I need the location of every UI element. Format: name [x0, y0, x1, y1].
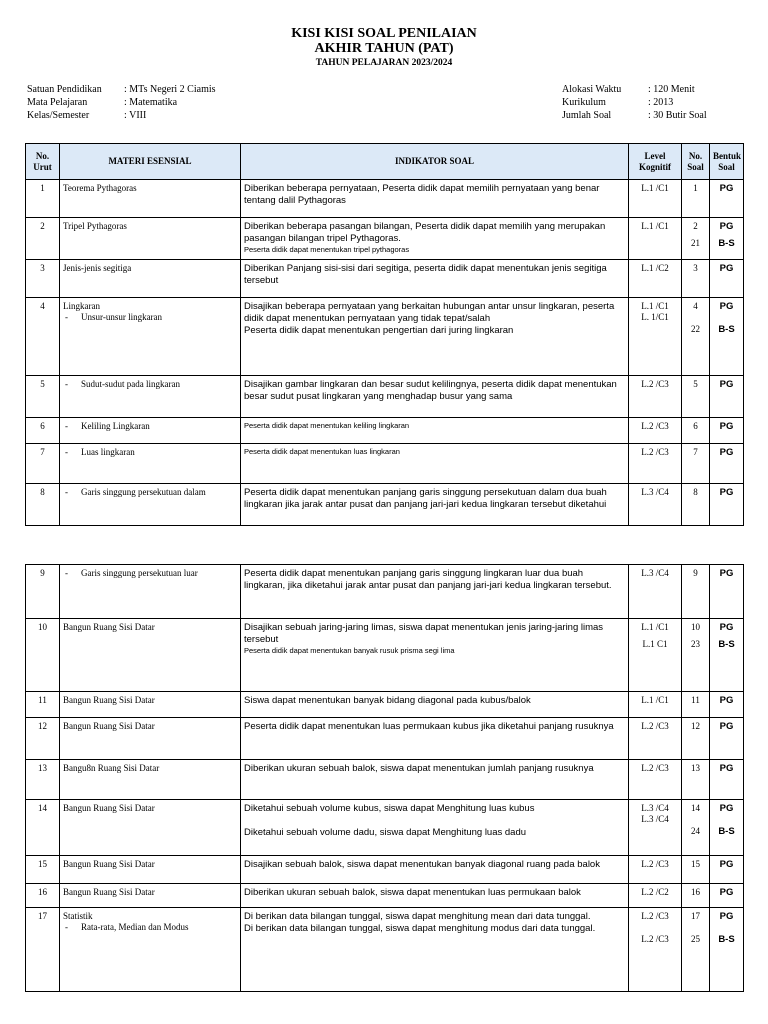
spacer	[244, 815, 625, 827]
indikator-b: Peserta didik dapat menentukan tripel pythagoras	[244, 245, 410, 254]
no-soal-a: 4	[693, 301, 698, 311]
materi-sub: - Keliling Lingkaran	[63, 421, 237, 432]
row-bentuk	[710, 800, 744, 856]
meta-row	[562, 96, 707, 109]
row-level	[629, 619, 682, 692]
level-a: L.1 /C1	[641, 301, 669, 311]
row-bentuk: PG	[710, 884, 744, 908]
row-no-soal: 13	[682, 760, 710, 800]
row-bentuk	[710, 298, 744, 376]
row-bentuk: PG	[710, 565, 744, 619]
meta-value: : 30 Butir Soal	[648, 110, 707, 121]
row-no-soal: 3	[682, 260, 710, 298]
no-soal-b: 23	[691, 639, 700, 649]
row-no-soal	[682, 800, 710, 856]
row-materi: Bangu8n Ruang Sisi Datar	[60, 760, 241, 800]
row-number: 16	[26, 884, 60, 908]
table-row	[26, 718, 744, 760]
level-a: L.2 /C3	[641, 911, 669, 921]
indikator-b: Peserta didik dapat menentukan pengertian dari juring lingkaran	[244, 325, 514, 336]
table-header-row	[26, 144, 744, 180]
spacer	[713, 922, 740, 934]
row-indikator	[241, 619, 629, 692]
col-header-materi: MATERI ESENSIAL	[60, 144, 241, 180]
materi-sub: - Sudut-sudut pada lingkaran	[63, 379, 237, 390]
meta-row	[27, 109, 216, 122]
row-level	[629, 800, 682, 856]
meta-key: Satuan Pendidikan	[27, 84, 102, 95]
materi-sub: - Luas lingkaran	[63, 447, 237, 458]
col-header-no: No. Urut	[26, 144, 60, 180]
row-level: L.2 /C2	[629, 884, 682, 908]
row-bentuk: PG	[710, 760, 744, 800]
row-level: L.1 /C1	[629, 218, 682, 260]
row-bentuk	[710, 908, 744, 992]
row-bentuk: PG	[710, 180, 744, 218]
row-number: 10	[26, 619, 60, 692]
row-indikator	[241, 418, 629, 444]
spacer	[685, 814, 706, 826]
col-header-indikator: INDIKATOR SOAL	[241, 144, 629, 180]
row-number: 5	[26, 376, 60, 418]
bentuk-a: PG	[719, 622, 734, 633]
meta-key: Kurikulum	[562, 97, 606, 108]
row-materi: Jenis-jenis segitiga	[60, 260, 241, 298]
kisi-table-part1	[25, 143, 744, 526]
indikator-a: Di berikan data bilangan tunggal, siswa dapat menghitung mean dari data tunggal.	[244, 911, 591, 922]
document-title-line3: TAHUN PELAJARAN 2023/2024	[315, 58, 453, 68]
row-indikator	[241, 908, 629, 992]
row-no-soal: 5	[682, 376, 710, 418]
table-row	[26, 884, 744, 908]
row-level: L.1 /C2	[629, 260, 682, 298]
row-no-soal: 16	[682, 884, 710, 908]
row-materi: Bangun Ruang Sisi Datar	[60, 856, 241, 884]
row-no-soal: 9	[682, 565, 710, 619]
table-row	[26, 619, 744, 692]
row-no-soal: 8	[682, 484, 710, 526]
row-indikator: Diberikan ukuran sebuah balok, siswa dapat menentukan luas permukaan balok	[241, 884, 629, 908]
row-bentuk	[710, 218, 744, 260]
materi-main: Lingkaran	[63, 301, 100, 311]
row-bentuk: PG	[710, 856, 744, 884]
meta-row	[27, 83, 216, 96]
row-materi	[60, 418, 241, 444]
bentuk-a: PG	[719, 301, 734, 312]
row-indikator: Peserta didik dapat menentukan luas permukaan kubus jika diketahui panjang rusuknya	[241, 718, 629, 760]
spacer	[632, 922, 678, 934]
row-bentuk: PG	[710, 376, 744, 418]
table-row	[26, 298, 744, 376]
row-level: L.2 /C3	[629, 418, 682, 444]
table-row	[26, 908, 744, 992]
materi-sub: - Garis singgung persekutuan dalam	[63, 487, 237, 498]
level-a: L.3 /C4	[641, 803, 669, 813]
meta-row	[27, 96, 216, 109]
row-level: L.3 /C4	[629, 565, 682, 619]
indikator-a: Disajikan sebuah jaring-jaring limas, siswa dapat menentukan jenis jaring-jaring limas tersebut	[244, 622, 604, 645]
row-no-soal: 12	[682, 718, 710, 760]
meta-key: Alokasi Waktu	[562, 84, 622, 95]
level-b: L. 1/C1	[641, 312, 669, 322]
row-number: 15	[26, 856, 60, 884]
row-level: L.1 /C1	[629, 692, 682, 718]
indikator-b: Di berikan data bilangan tunggal, siswa dapat menghitung modus dari data tunggal.	[244, 923, 596, 934]
meta-value: : VIII	[124, 110, 147, 121]
row-number: 14	[26, 800, 60, 856]
row-indikator: Diberikan beberapa pernyataan, Peserta didik dapat memilih pernyataan yang benar tentang dalil Pythagoras	[241, 180, 629, 218]
row-level: L.1 /C1	[629, 180, 682, 218]
row-bentuk: PG	[710, 418, 744, 444]
no-soal-a: 17	[691, 911, 700, 921]
identity-right	[562, 83, 707, 122]
level-a: L.1 /C1	[641, 622, 669, 632]
row-bentuk: PG	[710, 484, 744, 526]
table-row	[26, 565, 744, 619]
row-number: 7	[26, 444, 60, 484]
meta-value: : MTs Negeri 2 Ciamis	[124, 84, 216, 95]
row-indikator: Disajikan gambar lingkaran dan besar sudut kelilingnya, peserta didik dapat menentukan besar sudut pusat lingkaran yang menghadap busur yang sama	[241, 376, 629, 418]
row-level	[629, 298, 682, 376]
table-row	[26, 376, 744, 418]
spacer	[685, 922, 706, 934]
materi-sub: - Rata-rata, Median dan Modus	[63, 922, 237, 933]
row-number: 6	[26, 418, 60, 444]
row-indikator: Diberikan Panjang sisi-sisi dari segitiga, peserta didik dapat menentukan jenis segitiga tersebut	[241, 260, 629, 298]
indikator-b: Peserta didik dapat menentukan banyak rusuk prisma segi lima	[244, 646, 455, 655]
row-indikator	[241, 444, 629, 484]
indikator-a: Diberikan beberapa pasangan bilangan, Peserta didik dapat memilih yang merupakan pasangan bilangan tripel Pythagoras.	[244, 221, 606, 244]
row-number: 3	[26, 260, 60, 298]
kisi-table-part2	[25, 564, 744, 992]
row-materi: Teorema Pythagoras	[60, 180, 241, 218]
table-row	[26, 260, 744, 298]
materi-main: Statistik	[63, 911, 93, 921]
document-title-line2: AKHIR TAHUN (PAT)	[314, 41, 454, 56]
materi-sub: - Unsur-unsur lingkaran	[63, 312, 237, 323]
row-materi	[60, 484, 241, 526]
row-level: L.2 /C3	[629, 444, 682, 484]
level-b: L.1 C1	[642, 639, 668, 649]
row-no-soal: 6	[682, 418, 710, 444]
row-materi	[60, 376, 241, 418]
row-no-soal	[682, 908, 710, 992]
indikator-a: Diketahui sebuah volume kubus, siswa dapat Menghitung luas kubus	[244, 803, 535, 814]
row-materi: Tripel Pythagoras	[60, 218, 241, 260]
no-soal-a: 2	[693, 221, 698, 231]
row-level: L.3 /C4	[629, 484, 682, 526]
row-materi: Bangun Ruang Sisi Datar	[60, 718, 241, 760]
row-indikator: Siswa dapat menentukan banyak bidang diagonal pada kubus/balok	[241, 692, 629, 718]
row-number: 17	[26, 908, 60, 992]
row-level: L.2 /C3	[629, 856, 682, 884]
bentuk-b: B-S	[718, 826, 735, 837]
spacer	[713, 312, 740, 324]
row-indikator: Disajikan sebuah balok, siswa dapat menentukan banyak diagonal ruang pada balok	[241, 856, 629, 884]
row-materi: Bangun Ruang Sisi Datar	[60, 800, 241, 856]
row-no-soal	[682, 619, 710, 692]
meta-value: : 2013	[648, 97, 674, 108]
identity-left	[27, 83, 216, 122]
bentuk-b: B-S	[718, 238, 735, 249]
bentuk-b: B-S	[718, 639, 735, 650]
row-number: 2	[26, 218, 60, 260]
meta-row	[562, 109, 707, 122]
col-header-level: Level Kognitif	[629, 144, 682, 180]
row-indikator	[241, 800, 629, 856]
row-bentuk: PG	[710, 692, 744, 718]
row-materi: Bangun Ruang Sisi Datar	[60, 884, 241, 908]
table-row	[26, 800, 744, 856]
meta-key: Kelas/Semester	[27, 110, 90, 121]
bentuk-b: B-S	[718, 324, 735, 335]
row-materi	[60, 444, 241, 484]
table-row	[26, 218, 744, 260]
col-header-bentuk: Bentuk Soal	[710, 144, 744, 180]
row-level	[629, 908, 682, 992]
row-materi	[60, 565, 241, 619]
row-bentuk: PG	[710, 260, 744, 298]
row-indikator: Diberikan ukuran sebuah balok, siswa dapat menentukan jumlah panjang rusuknya	[241, 760, 629, 800]
row-number: 11	[26, 692, 60, 718]
row-no-soal	[682, 218, 710, 260]
row-materi	[60, 908, 241, 992]
row-no-soal: 7	[682, 444, 710, 484]
meta-key: Mata Pelajaran	[27, 97, 88, 108]
row-number: 9	[26, 565, 60, 619]
row-indikator: Peserta didik dapat menentukan panjang garis singgung lingkaran luar dua buah lingkaran, jika diketahui jarak antar pusat dan panjang jari-jari kedua lingkaran tersebut.	[241, 565, 629, 619]
spacer	[685, 312, 706, 324]
level-b: L.2 /C3	[641, 934, 669, 944]
table-row	[26, 418, 744, 444]
row-level: L.2 /C3	[629, 718, 682, 760]
table-row	[26, 484, 744, 526]
row-level: L.2 /C3	[629, 376, 682, 418]
row-no-soal: 15	[682, 856, 710, 884]
table-row	[26, 444, 744, 484]
table-row	[26, 692, 744, 718]
row-indikator: Peserta didik dapat menentukan panjang garis singgung persekutuan dalam dua buah lingkaran jika jarak antar pusat dan panjang jari-jari kedua lingkaran tersebut diketahui	[241, 484, 629, 526]
row-number: 13	[26, 760, 60, 800]
no-soal-b: 22	[691, 324, 700, 334]
row-number: 8	[26, 484, 60, 526]
row-no-soal: 1	[682, 180, 710, 218]
row-bentuk	[710, 619, 744, 692]
row-number: 1	[26, 180, 60, 218]
table-row	[26, 856, 744, 884]
indikator-b: Diketahui sebuah volume dadu, siswa dapat Menghitung luas dadu	[244, 827, 527, 838]
no-soal-b: 21	[691, 238, 700, 248]
meta-key: Jumlah Soal	[562, 110, 612, 121]
spacer	[713, 814, 740, 826]
bentuk-a: PG	[719, 803, 734, 814]
materi-sub: - Garis singgung persekutuan luar	[63, 568, 237, 579]
row-materi	[60, 298, 241, 376]
meta-value: : 120 Menit	[648, 84, 695, 95]
bentuk-a: PG	[719, 911, 734, 922]
row-no-soal	[682, 298, 710, 376]
table-row	[26, 760, 744, 800]
row-number: 12	[26, 718, 60, 760]
row-bentuk: PG	[710, 718, 744, 760]
row-number: 4	[26, 298, 60, 376]
bentuk-b: B-S	[718, 934, 735, 945]
indikator-a: Peserta didik dapat menentukan luas lingkaran	[244, 447, 400, 456]
indikator-a: Peserta didik dapat menentukan keliling lingkaran	[244, 421, 410, 430]
table-row	[26, 180, 744, 218]
no-soal-a: 10	[691, 622, 700, 632]
no-soal-b: 24	[691, 826, 700, 836]
indikator-a: Disajikan beberapa pernyataan yang berkaitan hubungan antar unsur lingkaran, peserta didik dapat menentukan pernyataan yang tidak tepat/salah	[244, 301, 615, 324]
col-header-no-soal: No. Soal	[682, 144, 710, 180]
row-indikator	[241, 218, 629, 260]
meta-row	[562, 83, 707, 96]
row-materi: Bangun Ruang Sisi Datar	[60, 692, 241, 718]
row-indikator	[241, 298, 629, 376]
meta-value: : Matematika	[124, 97, 178, 108]
row-bentuk: PG	[710, 444, 744, 484]
row-no-soal: 11	[682, 692, 710, 718]
document-title-line1: KISI KISI SOAL PENILAIAN	[291, 26, 477, 41]
row-materi: Bangun Ruang Sisi Datar	[60, 619, 241, 692]
level-b: L.3 /C4	[641, 814, 669, 824]
bentuk-a: PG	[719, 221, 734, 232]
no-soal-b: 25	[691, 934, 700, 944]
no-soal-a: 14	[691, 803, 700, 813]
row-level: L.2 /C3	[629, 760, 682, 800]
